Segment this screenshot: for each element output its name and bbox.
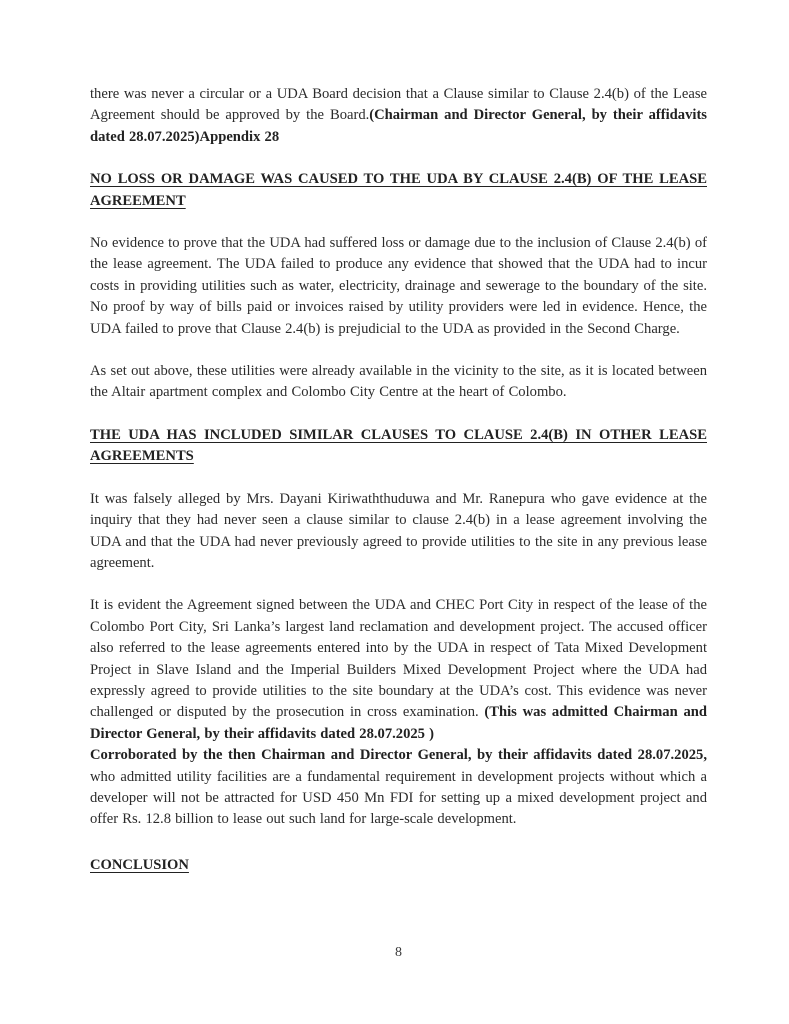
text-run: No evidence to prove that the UDA had suffered loss or damage due to the inclusion of Clause 2.4(b) of the lease agreement. The UDA failed to produce any evidence that showed that the UDA had to incur costs in providing utilities such as water, electricity, drainage and sewerage to the boundary of the site. No proof by way of bills paid or invoices raised by utility providers were led in evidence. Hence, the UDA failed to prove that Clause 2.4(b) is prejudicial to the UDA as provided in the Second Charge.	[90, 235, 707, 337]
bold-text-run: (Chairman and Director General, by their affidavits dated 28.07.2025)Appendix 28	[90, 107, 707, 145]
heading-conclusion: CONCLUSION	[90, 856, 189, 873]
para-corroborated	[90, 745, 707, 831]
text-run: It is evident the Agreement signed between the UDA and CHEC Port City in respect of the lease of the Colombo Port City, Sri Lanka’s largest land reclamation and development project. The accused officer also referred to the lease agreements entered into by the UDA in respect of Tata Mixed Development Project in Slave Island and the Imperial Builders Mixed Development Project where the UDA had expressly agreed to provide utilities to the site boundary at the UDA’s cost. This evidence was never challenged or disputed by the prosecution in cross examination.	[90, 597, 707, 721]
text-run: It was falsely alleged by Mrs. Dayani Kiriwaththuduwa and Mr. Ranepura who gave evidence at the inquiry that they had never seen a clause similar to clause 2.4(b) in a lease agreement involving the UDA and that the UDA had never previously agreed to provide utilities to the site in any previous lease agreement.	[90, 490, 707, 571]
page-number: 8	[395, 945, 402, 960]
heading-no-loss-or-damage: NO LOSS OR DAMAGE WAS CAUSED TO THE UDA BY CLAUSE 2.4(B) OF THE LEASE AGREEMENT	[90, 171, 707, 209]
document-body	[90, 84, 707, 897]
heading-similar-clauses: THE UDA HAS INCLUDED SIMILAR CLAUSES TO CLAUSE 2.4(B) IN OTHER LEASE AGREEMENTS	[90, 426, 707, 465]
para-falsely-alleged	[90, 489, 707, 575]
para-chec-port-city	[90, 595, 707, 745]
para-utilities-vicinity	[90, 361, 707, 404]
text-run: there was never a circular or a UDA Board decision that a Clause similar to Clause 2.4(b) of the Lease Agreement should be approved by the Board.	[90, 86, 707, 124]
text-run: As set out above, these utilities were already available in the vicinity to the site, as it is located between the Altair apartment complex and Colombo City Centre at the heart of Colombo.	[90, 363, 707, 401]
text-run: who admitted utility facilities are a fundamental requirement in development projects without which a developer will not be attracted for USD 450 Mn FDI for setting up a mixed development project and offer Rs. 12.8 billion to lease out such land for large-scale development.	[90, 768, 707, 828]
para-board-decision	[90, 84, 707, 148]
bold-text-run: (This was admitted Chairman and Director General, by their affidavits dated 28.07.2025 )	[90, 704, 707, 742]
bold-text-run: Corroborated by the then Chairman and Director General, by their affidavits dated 28.07.2025,	[90, 747, 707, 764]
para-no-evidence	[90, 233, 707, 340]
